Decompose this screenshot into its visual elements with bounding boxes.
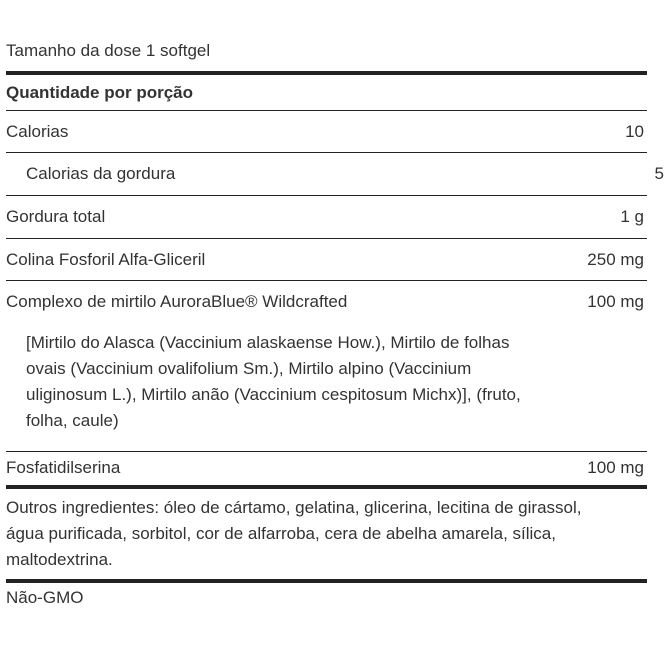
- nutrient-value: 5: [654, 164, 664, 183]
- nutrient-label: Fosfatidilserina: [6, 458, 121, 477]
- divider: [6, 110, 647, 111]
- nutrient-value: 100 mg: [587, 292, 644, 311]
- divider-thick: [6, 579, 647, 583]
- divider: [6, 238, 647, 239]
- nutrient-label: Colina Fosforil Alfa-Gliceril: [6, 250, 206, 269]
- nutrient-value: 100 mg: [587, 458, 644, 477]
- divider: [6, 152, 647, 153]
- nutrient-label: Gordura total: [6, 207, 106, 226]
- nutrient-label: Calorias da gordura: [26, 164, 176, 183]
- non-gmo-note: Não-GMO: [6, 588, 84, 607]
- nutrient-row-calories: [6, 121, 647, 143]
- nutrient-row-calories-from-fat: [6, 163, 667, 185]
- nutrient-row-phosphatidylserine: [6, 457, 647, 479]
- nutrient-value: 250 mg: [587, 250, 644, 269]
- nutrient-value: 10: [625, 122, 644, 141]
- nutrient-value: 1 g: [620, 207, 644, 226]
- nutrient-label: Complexo de mirtilo AuroraBlue® Wildcrafted: [6, 292, 348, 311]
- nutrient-row-alpha-gpc: [6, 249, 647, 271]
- divider: [6, 451, 647, 452]
- serving-size: Tamanho da dose 1 softgel: [6, 41, 211, 60]
- nutrient-row-total-fat: [6, 206, 647, 228]
- nutrient-label: Calorias: [6, 122, 69, 141]
- bilberry-detail: [Mirtilo do Alasca (Vaccinium alaskaense How.), Mirtilo de folhas ovais (Vaccinium ovalifolium Sm.), Mirtilo alpino (Vaccinium uliginosum L.), Mirtilo anão (Vaccinium cespitosum Michx)], (fruto, folha, caule): [26, 333, 521, 430]
- other-ingredients: Outros ingredientes: óleo de cártamo, gelatina, glicerina, lecitina de girassol, água purificada, sorbitol, cor de alfarroba, cera de abelha amarela, sílica, maltodextrina.: [6, 498, 582, 569]
- nutrient-row-bilberry-complex: [6, 291, 647, 313]
- divider-thick: [6, 485, 647, 489]
- divider: [6, 280, 647, 281]
- divider: [6, 195, 647, 196]
- divider-thick: [6, 71, 647, 75]
- amount-per-serving-heading: Quantidade por porção: [6, 83, 194, 102]
